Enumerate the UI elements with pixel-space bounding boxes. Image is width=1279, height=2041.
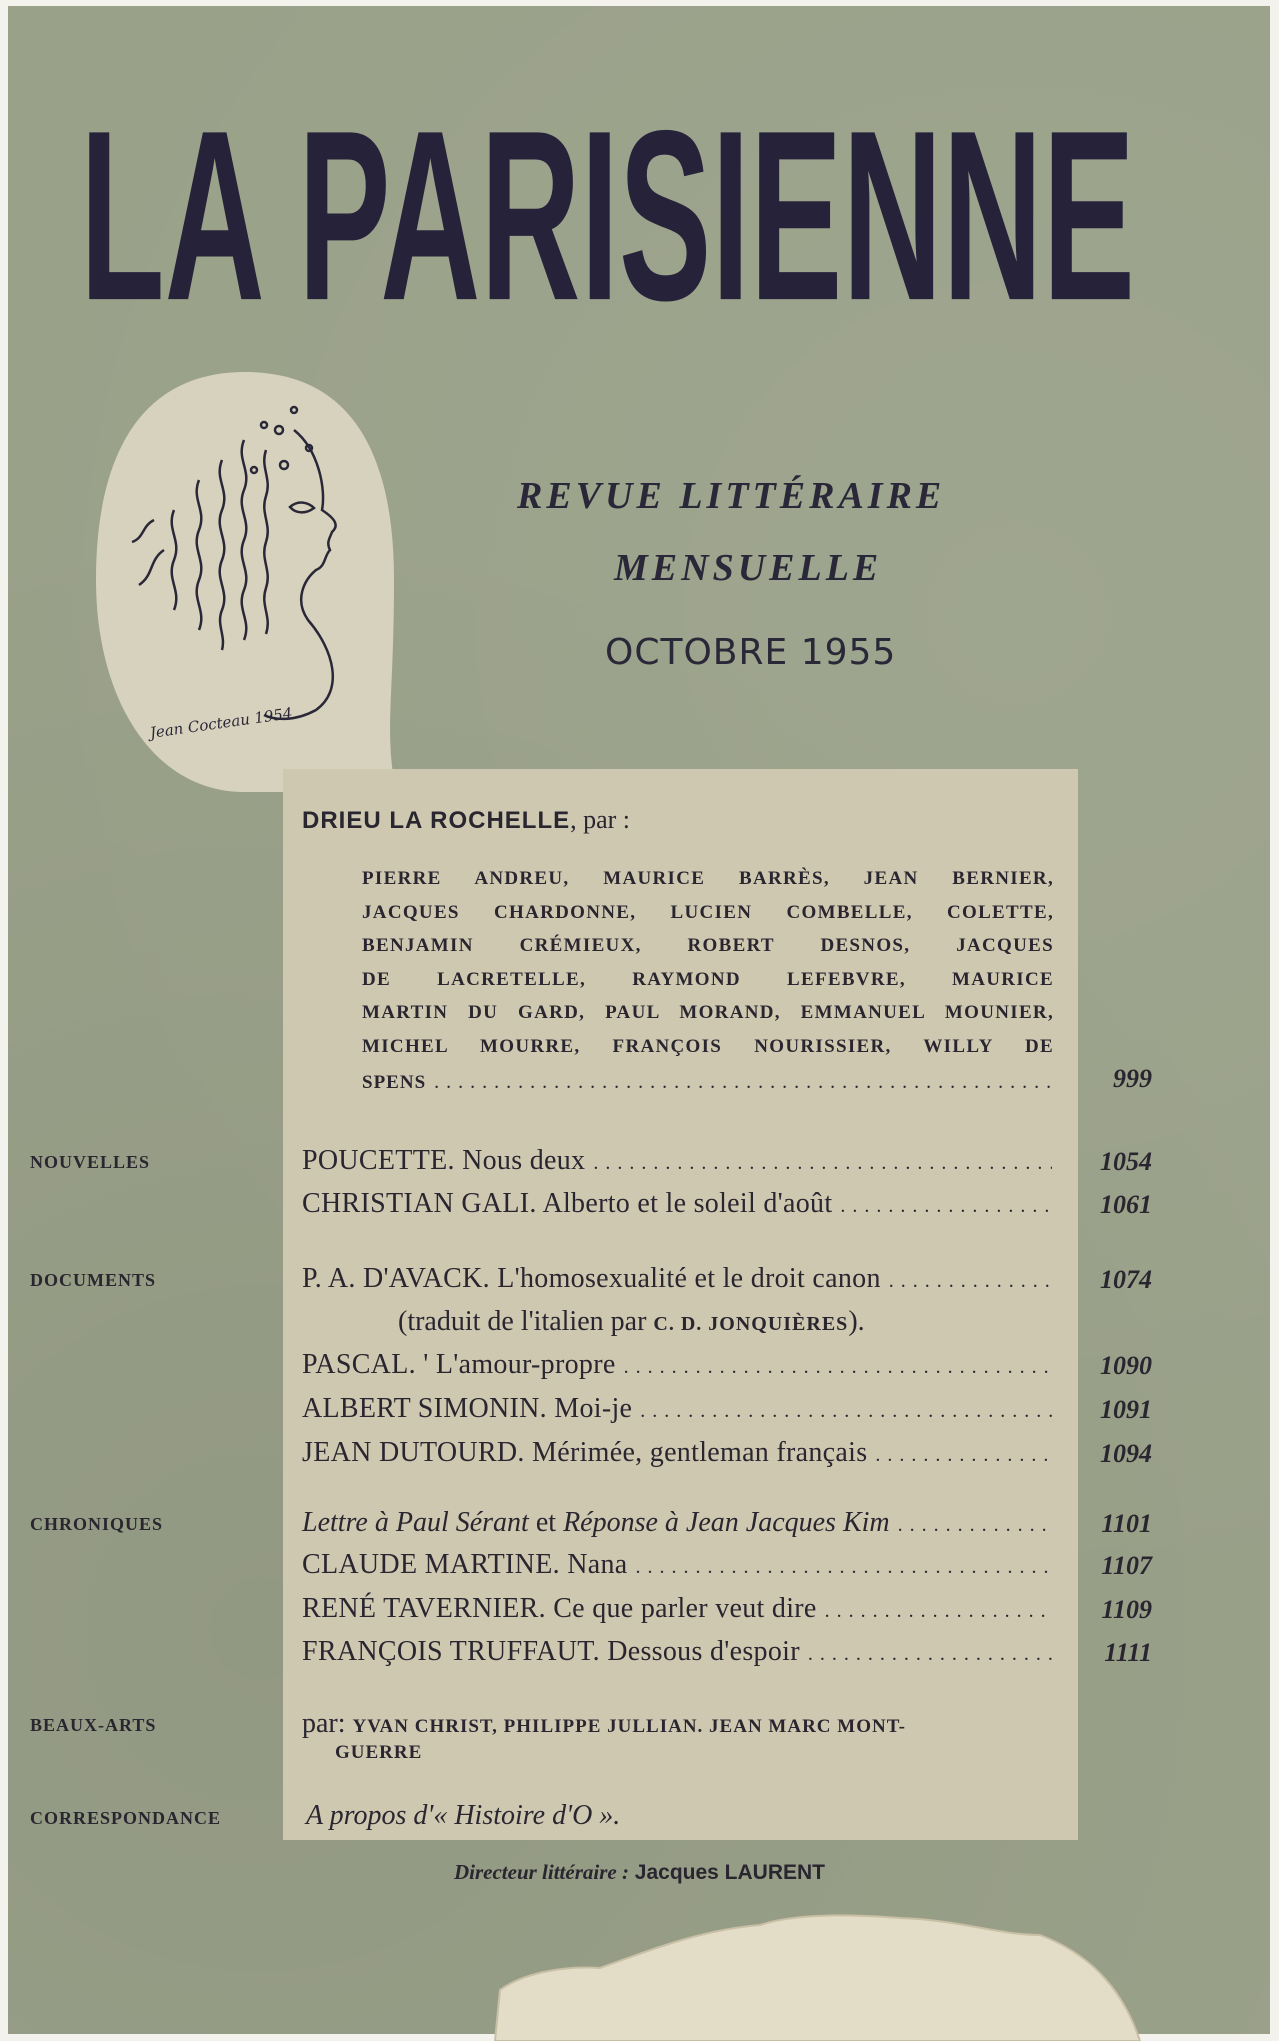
page-number: 1061 <box>1100 1190 1152 1219</box>
subtitle-revue-litteraire: REVUE LITTÉRAIRE <box>517 475 946 517</box>
page-number: 1101 <box>1101 1509 1152 1538</box>
entry-text: POUCETTE. Nous deux <box>302 1145 586 1176</box>
entry-text: RENÉ TAVERNIER. Ce que parler veut dire <box>302 1593 817 1624</box>
page-number: 1107 <box>1101 1551 1152 1580</box>
page-number: 1109 <box>1101 1595 1152 1624</box>
entry-text: et <box>528 1507 564 1538</box>
contributors-line: JACQUES CHARDONNE, LUCIEN COMBELLE, COLETTE, <box>362 901 1054 923</box>
entry-text: par: <box>302 1708 346 1739</box>
page-number: 1074 <box>1100 1265 1152 1294</box>
entry-text: GUERRE <box>335 1742 423 1763</box>
section-label-correspondance: CORRESPONDANCE <box>30 1808 222 1828</box>
entry-text: FRANÇOIS TRUFFAUT. Dessous d'espoir <box>302 1636 800 1667</box>
entry-text: PASCAL. ' L'amour-propre <box>302 1349 616 1380</box>
medallion-signature: Jean Cocteau 1954 <box>148 704 294 742</box>
entry-text: (traduit de l'italien par <box>398 1306 647 1337</box>
feature-suffix: , par : <box>570 805 631 834</box>
director-name: Jacques LAURENT <box>634 1861 826 1884</box>
title-text: LA PARISIENNE <box>80 110 1135 315</box>
contributors-line: PIERRE ANDREU, MAURICE BARRÈS, JEAN BERNIER, <box>362 868 1054 889</box>
page-number: 1090 <box>1100 1351 1152 1380</box>
entry-text: CLAUDE MARTINE. Nana <box>302 1549 628 1580</box>
entry-text: P. A. D'AVACK. L'homosexualité et le droit canon <box>302 1263 881 1294</box>
section-label-chroniques: CHRONIQUES <box>30 1514 164 1534</box>
entry-text: ). <box>848 1306 865 1337</box>
page-number: 999 <box>1113 1064 1152 1093</box>
contributors-line: MICHEL MOURRE, FRANÇOIS NOURISSIER, WILLY DE <box>362 1035 1054 1057</box>
section-label-documents: DOCUMENTS <box>30 1270 157 1290</box>
section-label-nouvelles: NOUVELLES <box>30 1152 151 1172</box>
entry-text: Lettre à Paul Sérant <box>302 1507 529 1538</box>
issue-date: OCTOBRE 1955 <box>605 632 897 673</box>
page-number: 1094 <box>1100 1439 1152 1468</box>
translator-name: C. D. JONQUIÈRES <box>653 1313 849 1335</box>
page-number: 1054 <box>1100 1147 1152 1176</box>
feature-title: DRIEU LA ROCHELLE <box>302 807 571 834</box>
entry-text: CHRISTIAN GALI. Alberto et le soleil d'août <box>302 1188 833 1219</box>
entry-text: Réponse à Jean Jacques Kim <box>563 1507 890 1538</box>
page-number: 1091 <box>1100 1395 1152 1424</box>
section-label-beaux-arts: BEAUX-ARTS <box>30 1715 157 1735</box>
director-role: Directeur littéraire : <box>453 1860 629 1884</box>
contributors-line: SPENS <box>362 1072 427 1093</box>
entry-text: YVAN CHRIST, PHILIPPE JULLIAN. JEAN MARC MONT- <box>352 1716 906 1737</box>
entry-text: ALBERT SIMONIN. Moi-je <box>302 1393 633 1424</box>
subtitle-mensuelle: MENSUELLE <box>614 547 883 589</box>
contributors-line: MARTIN DU GARD, PAUL MORAND, EMMANUEL MOUNIER, <box>362 1002 1054 1023</box>
entry-text: JEAN DUTOURD. Mérimée, gentleman français <box>302 1437 868 1468</box>
page-number: 1111 <box>1104 1638 1152 1667</box>
contributors-line: DE LACRETELLE, RAYMOND LEFEBVRE, MAURICE <box>362 968 1054 990</box>
contributors-line: BENJAMIN CRÉMIEUX, ROBERT DESNOS, JACQUES <box>362 935 1054 956</box>
entry-text: A propos d'« Histoire d'O ». <box>306 1800 621 1831</box>
